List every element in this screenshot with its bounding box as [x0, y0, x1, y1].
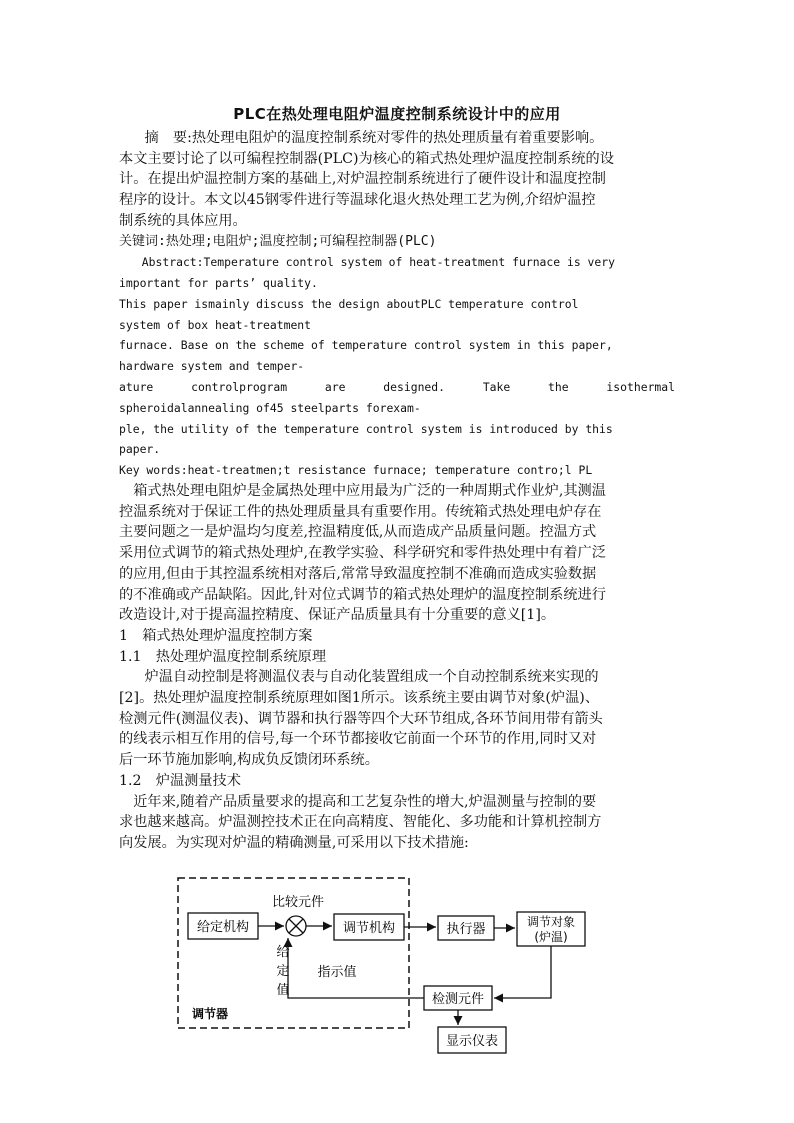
abstract-cn-line: 制系统的具体应用。 — [119, 212, 247, 229]
para-line: 的线表示相互作用的信号,每一个环节都接收它前面一个环节的作用,同时又对 — [119, 731, 597, 748]
intro-line: 的应用,但由于其控温系统相对落后,常常导致温度控制不准确而造成实验数据 — [119, 565, 597, 582]
abstract-cn-line: 摘 要:热处理电阻炉的温度控制系统对零件的热处理质量有着重要影响。 — [144, 130, 604, 146]
display-label: 显示仪表 — [445, 1034, 499, 1049]
given-mechanism-label: 给定机构 — [196, 920, 250, 935]
given-value-label: 值 — [276, 983, 290, 998]
given-value-label: 定 — [276, 964, 290, 979]
given-value-label: 给 — [276, 945, 290, 960]
abstract-lead: 摘 要: — [144, 130, 192, 146]
arrow-object-to-detector — [494, 946, 551, 998]
keywords-cn: 关键词:热处理;电阻炉;温度控制;可编程控制器(PLC) — [119, 233, 437, 249]
abstract-cn-line: 程序的设计。本文以45钢零件进行等温球化退火热处理工艺为例,介绍炉温控 — [119, 192, 596, 209]
intro-paragraph — [119, 481, 675, 626]
detector-label: 检测元件 — [431, 992, 485, 1007]
abstract-en — [119, 252, 675, 481]
intro-line: 的不准确或产品缺陷。因此,针对位式调节的箱式热处理炉的温度控制系统进行 — [119, 586, 606, 603]
intro-line: 改造设计,对于提高温控精度、保证产品质量具有十分重要的意义[1]。 — [119, 607, 556, 624]
controlled-object-label: 调节对象 — [526, 915, 576, 929]
abstract-en-line: paper. — [119, 442, 161, 457]
para-line: 后一环节施加影响,构成负反馈闭环系统。 — [119, 752, 379, 769]
para-line: [2]。热处理炉温度控制系统原理如图1所示。该系统主要由调节对象(炉温)、 — [119, 690, 600, 707]
control-system-diagram — [170, 868, 600, 1063]
intro-line: 控温系统对于保证工件的热处理质量具有重要作用。传统箱式热处理电炉存在 — [119, 503, 602, 520]
intro-line: 采用位式调节的箱式热处理炉,在教学实验、科学研究和零件热处理中有着广泛 — [119, 545, 606, 562]
controlled-object-label: (炉温) — [534, 930, 568, 944]
actuator-label: 执行器 — [446, 922, 486, 937]
comparator-label: 比较元件 — [271, 895, 325, 910]
indicated-value-label: 指示值 — [317, 965, 357, 980]
paper-title: PLC在热处理电阻炉温度控制系统设计中的应用 — [233, 105, 561, 123]
para-1-1 — [119, 667, 675, 771]
para-line: 检测元件(测温仪表)、调节器和执行器等四个大环节组成,各环节间用带有箭头 — [119, 710, 603, 727]
abstract-en-line: hardware system and temper- — [119, 359, 305, 374]
abstract-en-line: Abstract:Temperature control system of heat-treatment furnace is very — [141, 255, 615, 270]
abstract-en-line: spheroidalannealing of45 steelparts forexam- — [119, 400, 421, 415]
section-1-2-heading: 1.2 炉温测量技术 — [119, 772, 241, 789]
abstract-en-line: This paper ismainly discuss the design aboutPLC temperature control — [119, 296, 579, 311]
para-line: 求也越来越高。炉温测控技术正在向高精度、智能化、多功能和计算机控制方 — [119, 814, 602, 831]
para-line: 近年来,随着产品质量要求的提高和工艺复杂性的增大,炉温测量与控制的要 — [133, 793, 597, 810]
paper-page — [119, 103, 675, 854]
abstract-cn-line: 计。在提出炉温控制方案的基础上,对炉温控制系统进行了硬件设计和温度控制 — [119, 171, 606, 188]
abstract-cn — [119, 128, 675, 252]
section-1-heading: 1 箱式热处理炉温度控制方案 — [119, 627, 313, 644]
abstract-en-line: furnace. Base on the scheme of temperature control system in this paper, — [119, 338, 613, 353]
abstract-en-line: system of box heat-treatment — [119, 317, 312, 332]
abstract-en-spread-line: ature controlprogram are designed. Take the isothermal — [119, 380, 675, 394]
abstract-en-line: ple, the utility of the temperature control system is introduced by this — [119, 421, 613, 436]
para-1-2 — [119, 792, 675, 854]
controller-label: 调节器 — [191, 1007, 229, 1021]
abstract-cn-line: 本文主要讨论了以可编程控制器(PLC)为核心的箱式热处理炉温度控制系统的设 — [119, 150, 614, 167]
para-line: 炉温自动控制是将测温仪表与自动化装置组成一个自动控制系统来实现的 — [144, 669, 599, 686]
regulating-mechanism-label: 调节机构 — [342, 921, 396, 936]
abstract-en-line: important for parts’ quality. — [119, 276, 318, 291]
section-1-1-heading: 1.1 热处理炉温度控制系统原理 — [119, 648, 327, 665]
keywords-en: Key words:heat-treatmen;t resistance furnace; temperature contro;l PL — [119, 463, 593, 478]
para-line: 向发展。为实现对炉温的精确测量,可采用以下技术措施: — [119, 834, 469, 851]
intro-line: 主要问题之一是炉温均匀度差,控温精度低,从而造成产品质量问题。控温方式 — [119, 524, 597, 541]
intro-line: 箱式热处理电阻炉是金属热处理中应用最为广泛的一种周期式作业炉,其测温 — [133, 482, 606, 499]
